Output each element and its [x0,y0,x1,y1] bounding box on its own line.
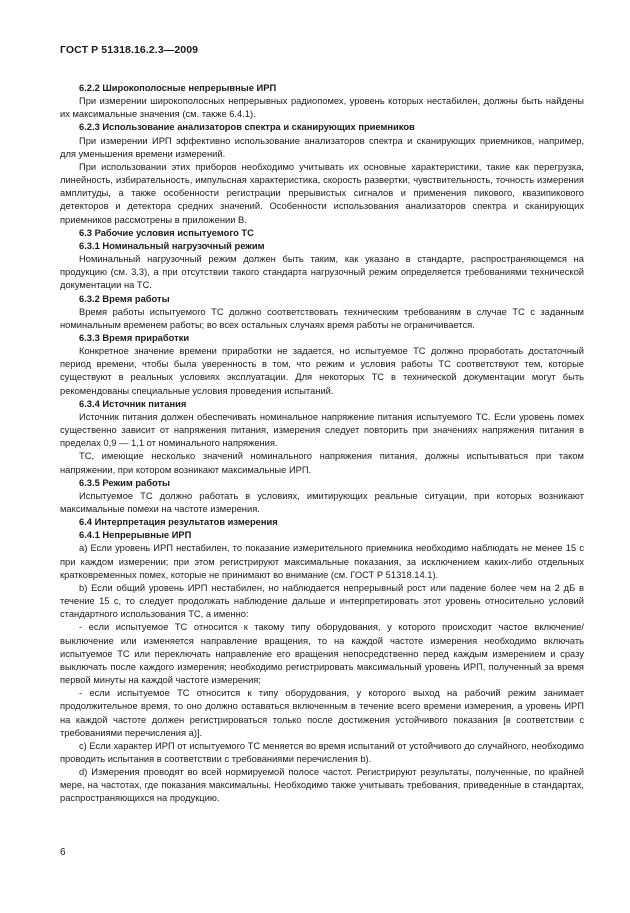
section-heading: 6.4 Интерпретация результатов измерения [79,517,278,528]
paragraph: Испытуемое ТС должно работать в условиях, имитирующих реальные ситуации, при которых возникают максимальные помехи на частоте измерения. [60,490,584,514]
paragraph: Конкретное значение времени приработки не задается, но испытуемое ТС должно проработать достаточный период времени, чтобы была уверенность в том, что режим и условия работы ТС соответствуют тем, которые существуют в реальных условиях эксплуатации. Для некоторых ТС в технической документации могут быть рекомендованы специальные условия проведения испытаний. [60,346,584,396]
section-heading: 6.3.3 Время приработки [79,332,190,343]
paragraph: Источник питания должен обеспечивать номинальное напряжение питания испытуемого ТС. Если уровень помех существенно зависит от напряжения питания, измерения следует повторить при значениях напряжения питания в пределах 0,9 — 1,1 от номинального напряжения. [60,411,584,449]
paragraph: - если испытуемое ТС относится к типу оборудования, у которого выход на рабочий режим занимает продолжительное время, то оно должно оставаться включенным в течение всего времени измерения, а уровень ИРП на каждой частоте должен регистрироваться только после достижения устойчивого показания [в соответствии с требованиями перечисления а)]. [60,688,584,738]
section-heading: 6.3.2 Время работы [79,293,170,304]
paragraph: При использовании этих приборов необходимо учитывать их основные характеристики, такие как перегрузка, линейность, избирательность, импульсная характеристика, скорость развертки, чувствительность, точность измерения амплитуды, а также особенности регистрации прерывистых сигналов и применения пикового, квазипикового детекторов и детектора средних значений. Особенности использования анализаторов спектра и сканирующих приемников рассмотрены в приложении В. [60,161,584,225]
document-body [60,82,584,806]
standard-code-header: ГОСТ Р 51318.16.2.3—2009 [60,44,199,56]
section-heading: 6.3 Рабочие условия испытуемого ТС [79,227,254,238]
paragraph: а) Если уровень ИРП нестабилен, то показание измерительного приемника необходимо наблюдать не менее 15 с при каждом измерении; при этом регистрируют максимальные показания, за исключением каких-либо отдельных кратковременных помех, которые не принимают во внимание (см. ГОСТ Р 51318.14.1). [60,543,584,580]
page-number: 6 [60,847,66,858]
document-page [60,44,584,806]
paragraph: Время работы испытуемого ТС должно соответствовать техническим требованиям в случае ТС с заданным номинальным временем работы; во всех остальных случаях время работы не ограничивается. [60,306,584,330]
paragraph: - если испытуемое ТС относится к такому типу оборудования, у которого происходит частое включение/выключение или изменяется направление вращения, то на каждой частоте измерения необходимо включать испытуемое ТС или переключать направление его вращения непосредственно перед каждым измерением и сразу выключать после каждого измерения; необходимо регистрировать максимальный уровень ИРП, полученный за время первой минуты на каждой частоте измерения; [60,622,584,686]
paragraph: d) Измерения проводят во всей нормируемой полосе частот. Регистрируют результаты, полученные, по крайней мере, на частотах, где показания максимальны. Необходимо также учитывать требования, приведенные в стандартах, распространяющихся на продукцию. [60,767,584,804]
section-heading: 6.3.5 Режим работы [79,477,171,488]
paragraph: ТС, имеющие несколько значений номинального напряжения питания, должны испытываться при таком напряжении, при котором возникают максимальные ИРП. [60,451,584,475]
section-heading: 6.4.1 Непрерывные ИРП [79,530,192,541]
paragraph: Номинальный нагрузочный режим должен быть таким, как указано в стандарте, распространяющемся на продукцию (см. 3.3), а при отсутствии такого стандарта нагрузочный режим определяется требованиями технической документации на ТС. [60,254,584,291]
section-heading: 6.3.4 Источник питания [79,398,187,409]
paragraph: При измерении ИРП эффективно использование анализаторов спектра и сканирующих приемников, например, для уменьшения времени измерений. [60,135,584,159]
paragraph: При измерении широкополосных непрерывных радиопомех, уровень которых нестабилен, должны быть найдены их максимальные значения (см. также 6.4.1). [60,96,584,120]
section-heading: 6.2.2 Широкополосные непрерывные ИРП [79,83,277,93]
section-heading: 6.2.3 Использование анализаторов спектра и сканирующих приемников [79,122,415,133]
section-heading: 6.3.1 Номинальный нагрузочный режим [79,240,265,251]
paragraph: b) Если общий уровень ИРП нестабилен, но наблюдается непрерывный рост или падение более чем на 2 дБ в течение 15 с, то следует продолжать наблюдение дальше и интерпретировать этот уровень относительно условий стандартного использования ТС, а именно: [60,582,584,620]
paragraph: с) Если характер ИРП от испытуемого ТС меняется во время испытаний от устойчивого до случайного, необходимо проводить испытания в соответствии с требованиями перечисления b). [60,740,584,764]
